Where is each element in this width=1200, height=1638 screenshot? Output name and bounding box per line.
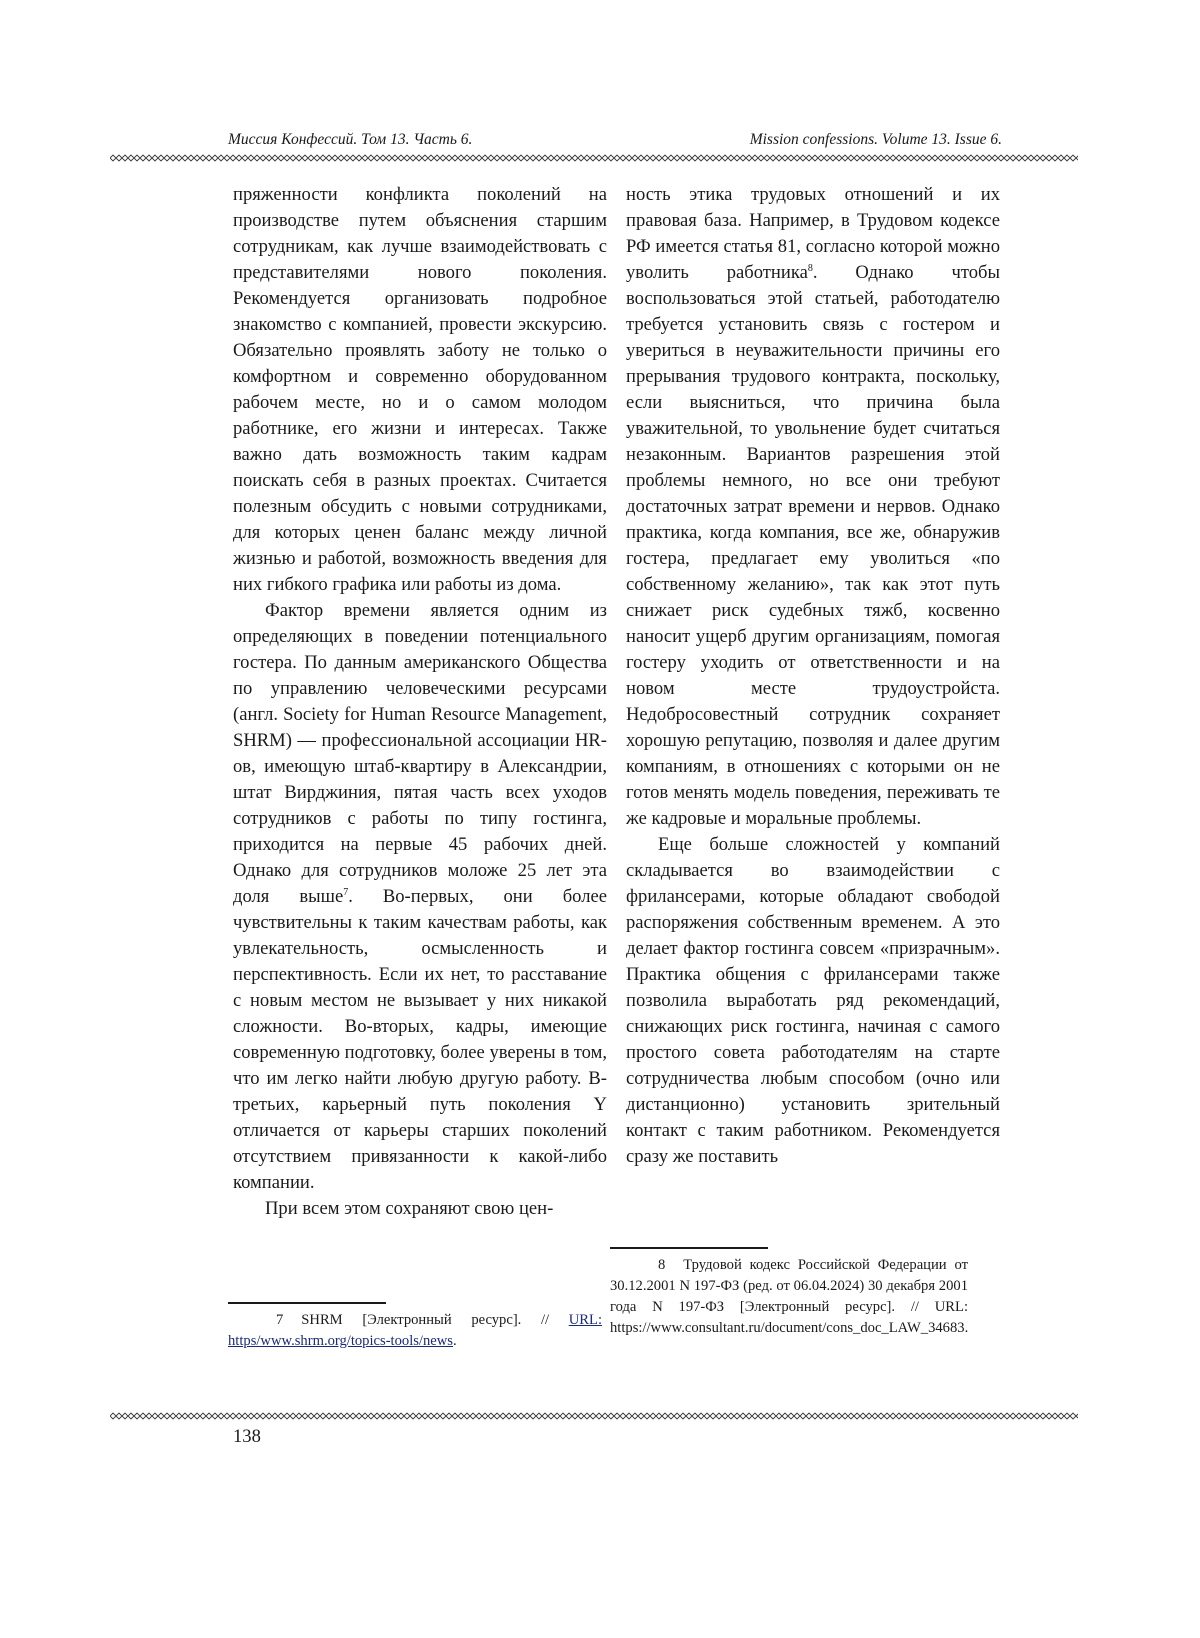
journal-title-ru: Миссия Конфессий. Том 13. Часть 6.	[228, 131, 473, 148]
footnote-separator	[610, 1247, 768, 1249]
footnote-text: SHRM [Электронный ресурс]. //	[301, 1312, 569, 1328]
footnote-8	[610, 1255, 968, 1339]
right-column	[626, 182, 1000, 1170]
running-header	[228, 131, 1002, 155]
paragraph: При всем этом сохраняют свою цен-	[265, 1198, 554, 1219]
paragraph: Еще больше сложностей у компаний складывается во взаимодействии с фрилансерами, которые обладают свободой распоряжения собственным временем. А это делает фактор гостинга совсем «призрачным». Практика общения с фрилансерами также позволила выработать ряд рекомендаций, снижающих риск гостинга, начиная с самого простого совета работодателям на старте сотрудничества любым способом (очно или дистанционно) установить зрительный контакт с таким работником. Рекомендуется сразу же поставить	[626, 834, 1000, 1167]
footnote-ref[interactable]: 8	[807, 262, 813, 274]
footnote-text: Трудовой кодекс Российской Федерации от 30.12.2001 N 197-ФЗ (ред. от 06.04.2024) 30 декабря 2001 года N 197-ФЗ [Электронный ресурс]. // URL: https://www.consultant.ru/document/cons_doc_LAW_34683.	[610, 1257, 969, 1336]
paragraph: Фактор времени является одним из определяющих в поведении потенциального гостера. По данным американского Общества по управлению человеческими ресурсами (англ. Society for Human Resource Management, SHRM) — профессиональной ассоциации HR-ов, имеющую штаб-квартиру в Александрии, штат Вирджиния, пятая часть всех уходов сотрудников с работы по типу гостинга, приходится на первые 45 рабочих дней. Однако для сотрудников моложе 25 лет эта доля выше$^7$. Во-первых, они более чувствительны к таким качествам работы, как увлекательность, осмысленность и перспективность. Если их нет, то расставание с новым местом не вызывает у них никакой сложности. Во-вторых, кадры, имеющие современную подготовку, более уверены в том, что им легко найти любую другую работу. В-третьих, карьерный путь поколения Y отличается от карьеры старших поколений отсутствием привязанности к какой-либо компании.	[233, 600, 607, 1193]
footnote-link[interactable]: URL: https/www.shrm.org/topics-tools/news	[228, 1312, 602, 1349]
footnote-7: 7 SHRM [Электронный ресурс]. // URL: https/www.shrm.org/topics-tools/news.	[228, 1312, 602, 1349]
footnote-ref[interactable]: 7	[343, 886, 349, 898]
bottom-ornament-divider	[110, 1411, 1078, 1421]
left-column	[233, 182, 607, 1222]
paragraph: ность этика трудовых отношений и их правовая база. Например, в Трудовом кодексе РФ имеется статья 81, согласно которой можно уволить работника$^8$. Однако чтобы воспользоваться этой статьей, работодателю требуется установить связь с гостером и увериться в неуважительности причины его прерывания трудового контракта, поскольку, если выясниться, что причина была уважительной, то увольнение будет считаться незаконным. Вариантов разрешения этой проблемы немного, но все они требуют достаточных затрат времени и нервов. Однако практика, когда компания, все же, обнаружив гостера, предлагает ему уволиться «по собственному желанию», так как этот путь снижает риск судебных тяжб, косвенно наносит ущерб другим организациям, помогая гостеру уходить от ответственности и на новом месте трудоустройста. Недобросовестный сотрудник сохраняет хорошую репутацию, позволяя и далее другим компаниям, в отношениях с которыми он не готов менять модель поведения, переживать те же кадровые и моральные проблемы.	[626, 184, 1000, 829]
footnote-separator	[228, 1302, 386, 1304]
page-number: 138	[233, 1426, 261, 1447]
footnote-number: 8	[658, 1257, 666, 1273]
top-ornament-divider	[110, 153, 1078, 163]
footnote-number: 7	[276, 1312, 284, 1328]
paragraph: пряженности конфликта поколений на производстве путем объяснения старшим сотрудникам, как лучше взаимодействовать с представителями нового поколения. Рекомендуется организовать подробное знакомство с компанией, провести экскурсию. Обязательно проявлять заботу не только о комфортном и современно оборудованном рабочем месте, но и о самом молодом работнике, его жизни и интересах. Также важно дать возможность таким кадрам поискать себя в разных проектах. Считается полезным обсудить с новыми сотрудниками, для которых ценен баланс между личной жизнью и работой, возможность введения для них гибкого графика или работы из дома.	[233, 184, 607, 595]
journal-title-en: Mission confessions. Volume 13. Issue 6.	[749, 131, 1002, 148]
